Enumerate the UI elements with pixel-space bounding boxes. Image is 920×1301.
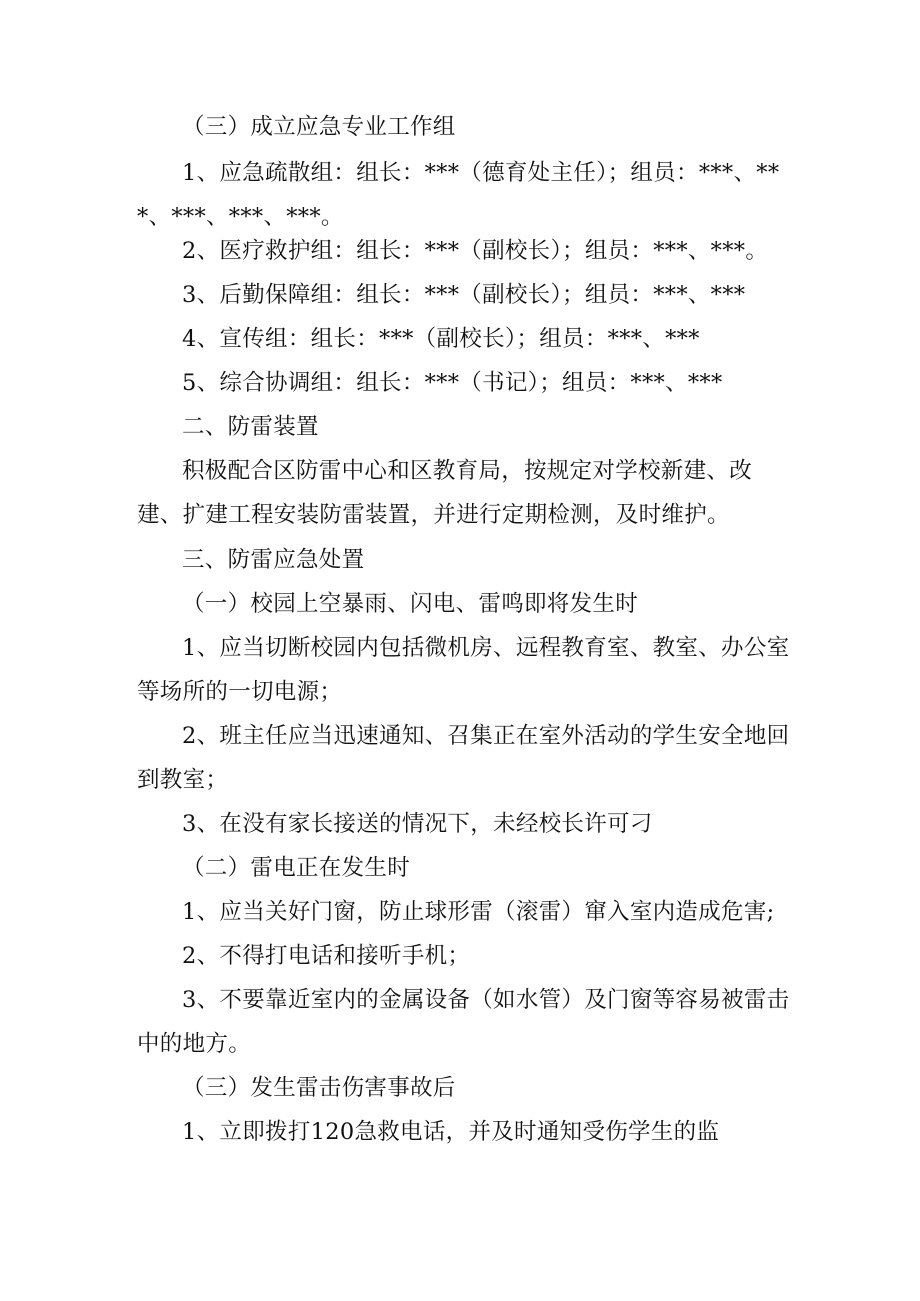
section-heading-lightning-devices: 二、防雷装置 — [182, 414, 319, 440]
paragraph-publicity-group: 4、宣传组：组长：***（副校长）；组员：***、*** — [182, 326, 700, 352]
paragraph-cut-power: 1、应当切断校园内包括微机房、远程教育室、教室、办公室等场所的一切电源； — [137, 635, 790, 705]
paragraph-logistics-group: 3、后勤保障组：组长：***（副校长）；组员：***、*** — [182, 282, 746, 308]
paragraph-no-pickup: 3、在没有家长接送的情况下，未经校长许可刁 — [182, 811, 653, 837]
paragraph-evacuation-group: 1、应急疏散组：组长：***（德育处主任）；组员：***、***、***、***、***。 — [137, 160, 780, 230]
section-heading-emergency-response: 三、防雷应急处置 — [182, 547, 365, 573]
subheading-during-storm: （二）雷电正在发生时 — [182, 855, 411, 881]
paragraph-close-windows: 1、应当关好门窗，防止球形雷（滚雷）窜入室内造成危害; — [182, 899, 775, 925]
subheading-after-strike: （三）发生雷击伤害事故后 — [182, 1075, 456, 1101]
paragraph-call-emergency: 1、立即拨打120急救电话，并及时通知受伤学生的监 — [182, 1119, 720, 1145]
paragraph-lightning-devices: 积极配合区防雷中心和区教育局，按规定对学校新建、改建、扩建工程安装防雷装置，并进行定期检测，及时维护。 — [137, 458, 753, 528]
paragraph-recall-students: 2、班主任应当迅速通知、召集正在室外活动的学生安全地回到教室； — [137, 723, 790, 793]
paragraph-medical-group: 2、医疗救护组：组长：***（副校长）；组员：***、***。 — [182, 238, 769, 264]
paragraph-avoid-metal: 3、不要靠近室内的金属设备（如水管）及门窗等容易被雷击中的地方。 — [137, 987, 790, 1057]
paragraph-no-phone: 2、不得打电话和接听手机； — [182, 943, 471, 969]
paragraph-coordination-group: 5、综合协调组：组长：***（书记）；组员：***、*** — [182, 370, 723, 396]
subheading-before-storm: （一）校园上空暴雨、闪电、雷鸣即将发生时 — [182, 591, 639, 617]
section-heading-working-groups: （三）成立应急专业工作组 — [182, 114, 456, 140]
